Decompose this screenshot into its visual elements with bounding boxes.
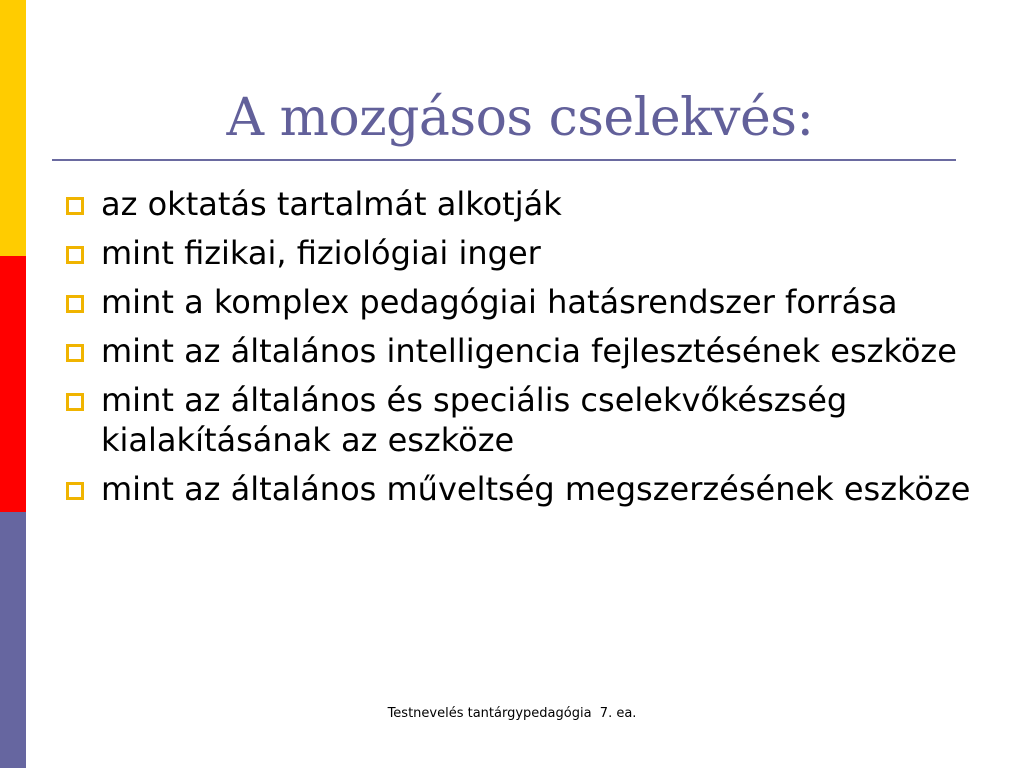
bullet-item bbox=[64, 184, 984, 224]
hollow-square-bullet-icon bbox=[66, 344, 84, 362]
hollow-square-bullet-icon bbox=[66, 246, 84, 264]
bullet-item bbox=[64, 469, 984, 509]
bullet-text: mint az általános műveltség megszerzésének eszköze bbox=[101, 470, 971, 508]
bullet-item bbox=[64, 282, 984, 322]
side-bar-yellow-segment bbox=[0, 0, 26, 256]
bullet-text: mint az általános és speciális cselekvőkészség kialakításának az eszköze bbox=[101, 381, 848, 459]
side-bar-blue-segment bbox=[0, 512, 26, 768]
hollow-square-bullet-icon bbox=[66, 197, 84, 215]
bullet-list bbox=[64, 184, 984, 518]
slide-title: A mozgásos cselekvés: bbox=[226, 88, 814, 148]
bullet-item bbox=[64, 233, 984, 273]
side-bar-red-segment bbox=[0, 256, 26, 512]
bullet-text: mint fizikai, fiziológiai inger bbox=[101, 234, 541, 272]
hollow-square-bullet-icon bbox=[66, 482, 84, 500]
hollow-square-bullet-icon bbox=[66, 393, 84, 411]
bullet-item bbox=[64, 331, 984, 371]
bullet-text: az oktatás tartalmát alkotják bbox=[101, 185, 562, 223]
title-underline bbox=[52, 159, 956, 161]
bullet-text: mint a komplex pedagógiai hatásrendszer forrása bbox=[101, 283, 898, 321]
side-color-bar bbox=[0, 0, 26, 768]
hollow-square-bullet-icon bbox=[66, 295, 84, 313]
bullet-item bbox=[64, 380, 984, 460]
bullet-text: mint az általános intelligencia fejlesztésének eszköze bbox=[101, 332, 957, 370]
slide-footer: Testnevelés tantárgypedagógia 7. ea. bbox=[387, 706, 637, 721]
